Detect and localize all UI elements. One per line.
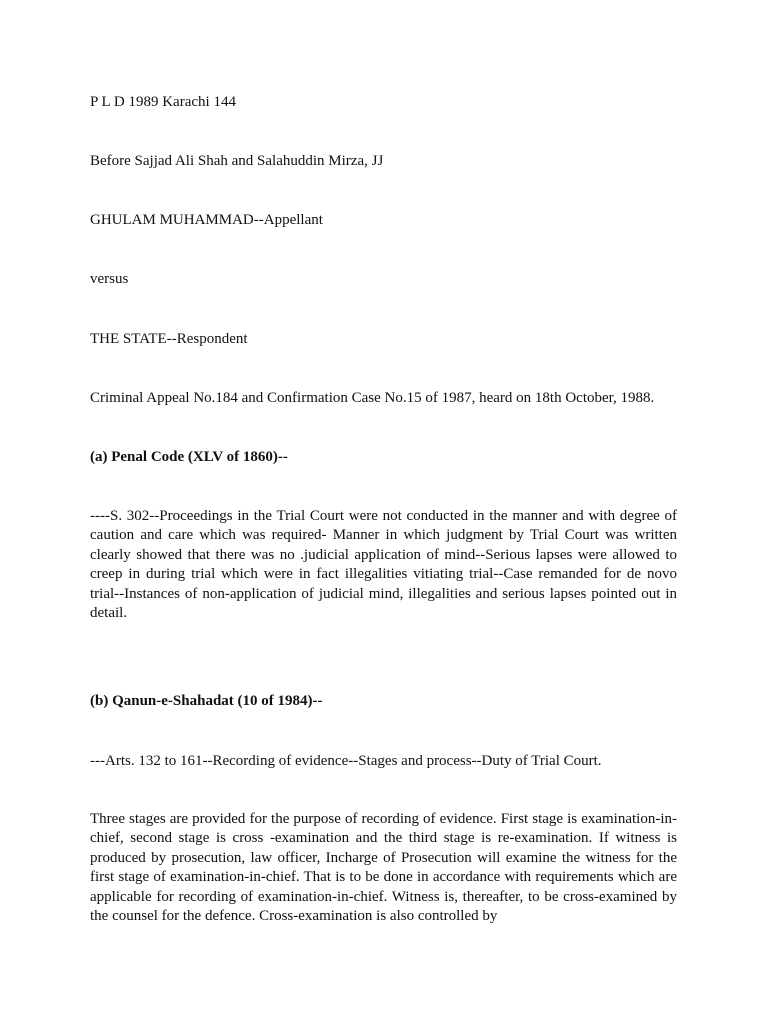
versus: versus: [90, 271, 129, 287]
headnote-b-title: (b) Qanun-e-Shahadat (10 of 1984)--: [90, 693, 323, 709]
body-paragraph: Three stages are provided for the purpose of recording of evidence. First stage is examination-in-chief, second stage is cross -examination and the third stage is re-examination. If witness is produced by prosecution, law officer, Incharge of Prosecution will examine the witness for the first stage of examination-in-chief. That is to be done in accordance with requirements which are applicable for recording of examination-in-chief. Witness is, thereafter, to be cross-examined by the counsel for the defence. Cross-examination is also controlled by: [90, 811, 677, 925]
respondent: THE STATE--Respondent: [90, 331, 248, 347]
appellant: GHULAM MUHAMMAD--Appellant: [90, 212, 323, 228]
headnote-b-text: ---Arts. 132 to 161--Recording of evidence--Stages and process--Duty of Trial Court.: [90, 753, 602, 769]
headnote-a-title: (a) Penal Code (XLV of 1860)--: [90, 449, 288, 465]
bench: Before Sajjad Ali Shah and Salahuddin Mirza, JJ: [90, 153, 384, 169]
headnote-a-text: ----S. 302--Proceedings in the Trial Court were not conducted in the manner and with degree of caution and care which was required- Manner in which judgment by Trial Court was written clearly showed that there was no .judicial application of mind--Serious lapses were allowed to creep in during trial which were in fact illegalities vitiating trial--Case remanded for de novo trial--Instances of non-application of judicial mind, illegalities and serious lapses pointed out in detail.: [90, 508, 677, 622]
citation: P L D 1989 Karachi 144: [90, 94, 236, 110]
case-details: Criminal Appeal No.184 and Confirmation Case No.15 of 1987, heard on 18th October, 1988.: [90, 390, 655, 406]
